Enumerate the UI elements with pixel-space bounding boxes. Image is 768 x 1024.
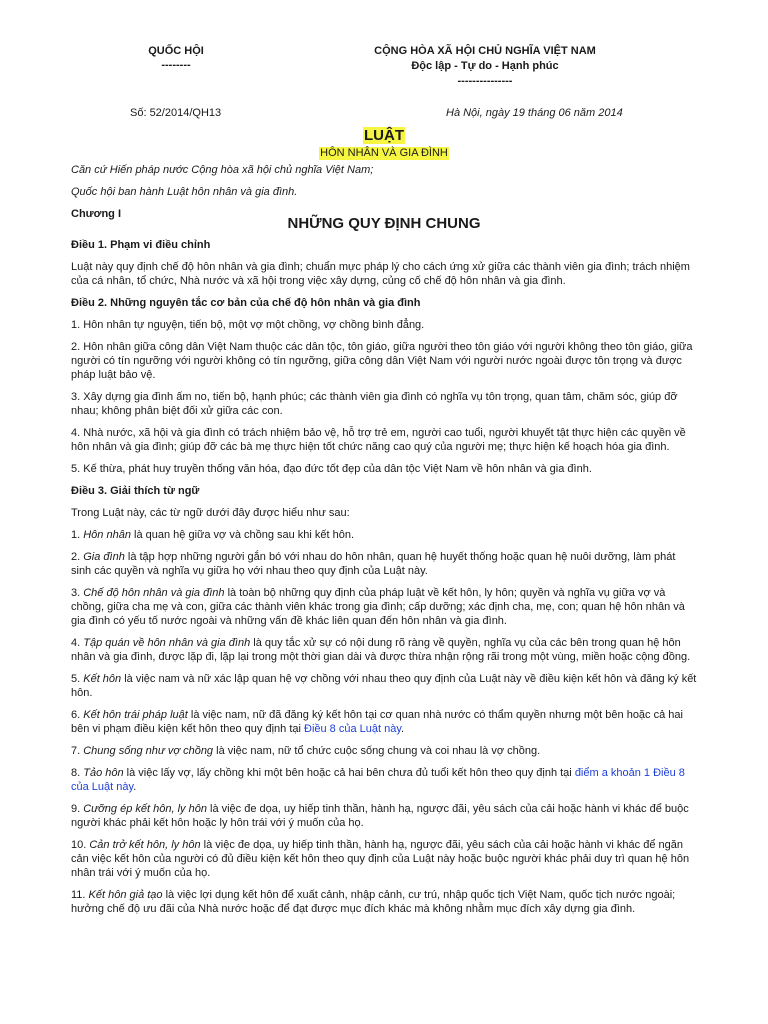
article-2-item: 3. Xây dựng gia đình ấm no, tiến bộ, hạnh phúc; các thành viên gia đình có nghĩa vụ tôn trọng, quan tâm, chăm sóc, giúp đỡ nhau; không phân biệt đối xử giữa các con. [71,391,678,417]
term-item [71,586,697,628]
article-1-text: Luật này quy định chế độ hôn nhân và gia đình; chuẩn mực pháp lý cho cách ứng xử giữa các thành viên gia đình; trách nhiệm của cá nhân, tổ chức, Nhà nước và xã hội trong việc xây dựng, củng cố chế độ hôn nhân và gia đình. [71,261,690,287]
term-item [71,838,697,880]
term-number: 5. [71,673,84,685]
issuer-block [120,44,232,72]
preamble-basis: Căn cứ Hiến pháp nước Cộng hòa xã hội chủ nghĩa Việt Nam; [71,164,374,176]
term-item [71,744,697,758]
article-3-intro: Trong Luật này, các từ ngữ dưới đây được hiểu như sau: [71,507,350,519]
article-2-heading: Điều 2. Những nguyên tắc cơ bản của chế độ hôn nhân và gia đình [71,297,421,309]
term-definition: là việc đe dọa, uy hiếp tinh thần, hành hạ, ngược đãi, yêu sách của cải hoặc hành vi khác để buộc người khác phải kết hôn hoặc ly hôn trái với ý muốn của họ. [71,803,689,829]
national-title: CỘNG HÒA XÃ HỘI CHỦ NGHĨA VIỆT NAM [374,45,596,57]
term-name: Tập quán về hôn nhân và gia đình [83,637,251,649]
document-body [71,163,697,924]
chapter-title: NHỮNG QUY ĐỊNH CHUNG [287,215,481,232]
article-1-heading: Điều 1. Phạm vi điều chỉnh [71,239,211,251]
term-item [71,636,697,664]
term-item [71,672,697,700]
article-2-item: 2. Hôn nhân giữa công dân Việt Nam thuộc các dân tộc, tôn giáo, giữa người theo tôn giáo với người không theo tôn giáo, giữa người có tín ngưỡng với người không có tín ngưỡng, giữa công dân Việt Nam với người nước ngoài được tôn trọng và được pháp luật bảo vệ. [71,341,693,381]
term-item [71,802,697,830]
term-name: Kết hôn trái pháp luật [83,709,188,721]
article-8-clause-link[interactable]: điểm a khoản 1 Điều 8 của Luật này [71,767,685,793]
national-motto: Độc lập - Tự do - Hạnh phúc [411,60,559,72]
term-number: 9. [71,803,84,815]
term-item [71,766,697,794]
term-name: Hôn nhân [83,529,131,541]
document-number: Số: 52/2014/QH13 [130,107,222,119]
term-item [71,550,697,578]
document-title: LUẬT [364,127,404,144]
article-3-heading: Điều 3. Giải thích từ ngữ [71,485,200,497]
term-name: Chung sống như vợ chồng [83,745,214,757]
term-end: . [133,781,137,793]
term-definition: là việc lấy vợ, lấy chồng khi một bên hoặc cả hai bên chưa đủ tuổi kết hôn theo quy định tại [123,767,575,779]
term-end: . [401,723,405,735]
term-number: 3. [71,587,84,599]
term-name: Cưỡng ép kết hôn, ly hôn [83,803,207,815]
document-subtitle: HÔN NHÂN VÀ GIA ĐÌNH [320,147,448,159]
chapter-label: Chương I [71,208,121,220]
term-definition: là quan hệ giữa vợ và chồng sau khi kết hôn. [130,529,355,541]
term-item [71,708,697,736]
term-name: Kết hôn giả tạo [88,889,163,901]
term-name: Chế độ hôn nhân và gia đình [83,587,225,599]
term-name: Gia đình [83,551,125,563]
term-definition: là tập hợp những người gắn bó với nhau do hôn nhân, quan hệ huyết thống hoặc quan hệ nuôi dưỡng, làm phát sinh các quyền và nghĩa vụ giữa họ với nhau theo quy định của Luật này. [71,551,676,577]
term-number: 7. [71,745,84,757]
term-definition: là việc nam, nữ tổ chức cuộc sống chung và coi nhau là vợ chồng. [213,745,541,757]
term-name: Kết hôn [83,673,122,685]
term-number: 4. [71,637,84,649]
article-8-link[interactable]: Điều 8 của Luật này [304,723,402,735]
term-number: 10. [71,839,90,851]
article-2-item: 4. Nhà nước, xã hội và gia đình có trách nhiệm bảo vệ, hỗ trợ trẻ em, người cao tuổi, người khuyết tật thực hiện các quyền về hôn nhân và gia đình; giúp đỡ các bà mẹ thực hiện tốt chức năng cao quý của người mẹ; thực hiện kế hoạch hóa gia đình. [71,427,686,453]
term-definition: là việc đe dọa, uy hiếp tinh thần, hành hạ, ngược đãi, yêu sách của cải hoặc hành vi khác để ngăn cản việc kết hôn của người có đủ điều kiện kết hôn theo quy định của Luật này hoặc buộc người khác phải duy trì quan hệ hôn nhân trái với ý muốn của họ. [71,839,690,879]
term-name: Tảo hôn [83,767,124,779]
term-number: 11. [71,889,89,901]
term-number: 1. [71,529,84,541]
subtitle-block [0,147,768,160]
term-definition: là toàn bộ những quy định của pháp luật về kết hôn, ly hôn; quyền và nghĩa vụ giữa vợ và chồng, giữa cha mẹ và con, giữa các thành viên khác trong gia đình; cấp dưỡng; xác định cha, mẹ, con; quan hệ hôn nhân và gia đình có yếu tố nước ngoài và những vấn đề khác liên quan đến hôn nhân và gia đình. [71,587,685,627]
article-2-item: 5. Kế thừa, phát huy truyền thống văn hóa, đạo đức tốt đẹp của dân tộc Việt Nam về hôn nhân và gia đình. [71,463,592,475]
term-definition: là việc nam và nữ xác lập quan hệ vợ chồng với nhau theo quy định của Luật này về điều kiện kết hôn và đăng ký kết hôn. [71,673,697,699]
term-definition: là việc lợi dụng kết hôn để xuất cảnh, nhập cảnh, cư trú, nhập quốc tịch Việt Nam, quốc tịch nước ngoài; hưởng chế độ ưu đãi của Nhà nước hoặc để đạt được mục đích khác mà không nhằm mục đích xây dựng gia đình. [71,889,676,915]
national-header [320,44,650,89]
issuer-dashes: -------- [161,59,191,71]
article-2-item: 1. Hôn nhân tự nguyện, tiến bộ, một vợ một chồng, vợ chồng bình đẳng. [71,319,425,331]
term-number: 2. [71,551,84,563]
title-block [0,127,768,144]
term-definition: là việc nam, nữ đã đăng ký kết hôn tại cơ quan nhà nước có thẩm quyền nhưng một bên hoặc cả hai bên vi phạm điều kiện kết hôn theo quy định tại [71,709,683,735]
issuer-name: QUỐC HỘI [148,45,204,57]
national-dashes: --------------- [457,75,513,87]
document-date: Hà Nội, ngày 19 tháng 06 năm 2014 [446,107,623,119]
preamble-enact: Quốc hội ban hành Luật hôn nhân và gia đình. [71,186,298,198]
term-number: 8. [71,767,84,779]
term-name: Cản trở kết hôn, ly hôn [89,839,201,851]
term-definition: là quy tắc xử sự có nội dung rõ ràng về quyền, nghĩa vụ của các bên trong quan hệ hôn nhân và gia đình, được lặp đi, lặp lại trong một thời gian dài và được thừa nhận rộng rãi trong một vùng, miền hoặc cộng đồng. [71,637,691,663]
term-item [71,528,697,542]
term-number: 6. [71,709,84,721]
term-item [71,888,697,916]
